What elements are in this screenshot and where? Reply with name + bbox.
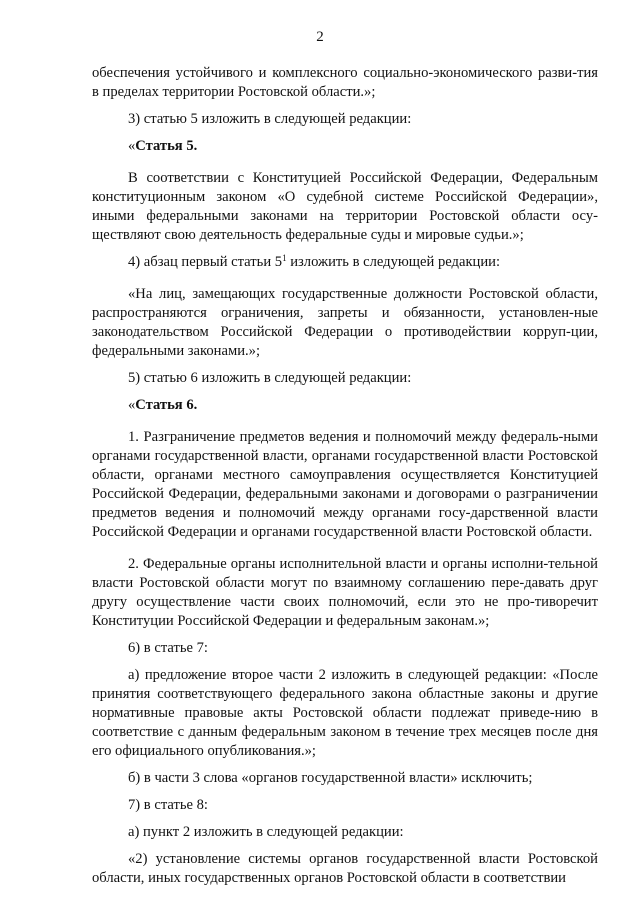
article-7-item-b: б) в части 3 слова «органов государственной власти» исключить; [128, 770, 533, 786]
article-5-title: Статья 5. [135, 138, 198, 154]
article-5-text: В соответствии с Конституцией Российской Федерации, Федеральным конституционным законом «О судебной системе Российской Федерации», иными федеральными законами на территории Ростовской области осу-ществляют свою деятельность федеральные суды и мировые судьи.»; [92, 170, 598, 243]
opening-quote: « [128, 138, 136, 154]
amendment-text-end: изложить в следующей редакции: [286, 254, 501, 270]
article-8-point-2: «2) установление системы органов государственной власти Ростовской области, иных государственных органов Ростовской области в соответствии [92, 851, 598, 886]
paragraph-amendment-article-5-1 [92, 253, 598, 272]
article-5-1-text: «На лиц, замещающих государственные должности Ростовской области, распространяются ограничения, запреты и обязанности, установлен-ные законодательством Российской Федерации о противодействии корруп-ции, федеральными законами.»; [92, 286, 598, 359]
article-6-part-2: 2. Федеральные органы исполнительной власти и органы исполни-тельной власти Ростовской области могут по взаимному соглашению пере-давать друг другу осуществление части своих полномочий, если это не про-тиворечит Конституции Российской Федерации и федеральным законам.»; [92, 556, 598, 629]
page-number: 2 [316, 29, 324, 45]
paragraph-amendment-article-6: 5) статью 6 изложить в следующей редакции: [128, 370, 412, 386]
document-body [92, 64, 598, 888]
article-5-heading [92, 137, 598, 156]
opening-quote: « [128, 397, 136, 413]
article-8-item-a: а) пункт 2 изложить в следующей редакции: [128, 824, 404, 840]
article-6-part-1: 1. Разграничение предметов ведения и полномочий между федераль-ными органами государственной власти, органами государственной власти Ростовской области, органами местного самоуправления осуществляется Конституцией Российской Федерации, федеральными законами и договорами о разграничении предметов ведения и полномочий между органами госу-дарственной власти Российской Федерации и органами государственной власти Ростовской области. [92, 429, 598, 540]
article-6-heading [92, 396, 598, 415]
superscript-index: 1 [282, 253, 287, 263]
paragraph-amendment-article-5: 3) статью 5 изложить в следующей редакции: [128, 111, 412, 127]
amendment-text-start: 4) абзац первый статьи 5 [128, 254, 283, 270]
article-7-item-a: а) предложение второе части 2 изложить в следующей редакции: «После принятия соответствующего федерального закона областные законы и другие нормативные правовые акты Ростовской области подлежат приведе-нию в соответствие с данным федеральным законом в течение трех месяцев после дня его официального опубликования.»; [92, 667, 598, 759]
paragraph-amendment-article-8: 7) в статье 8: [128, 797, 208, 813]
paragraph-continuation: обеспечения устойчивого и комплексного социально-экономического разви-тия в пределах территории Ростовской области.»; [92, 65, 598, 100]
paragraph-amendment-article-7: 6) в статье 7: [128, 640, 208, 656]
article-6-title: Статья 6. [135, 397, 198, 413]
